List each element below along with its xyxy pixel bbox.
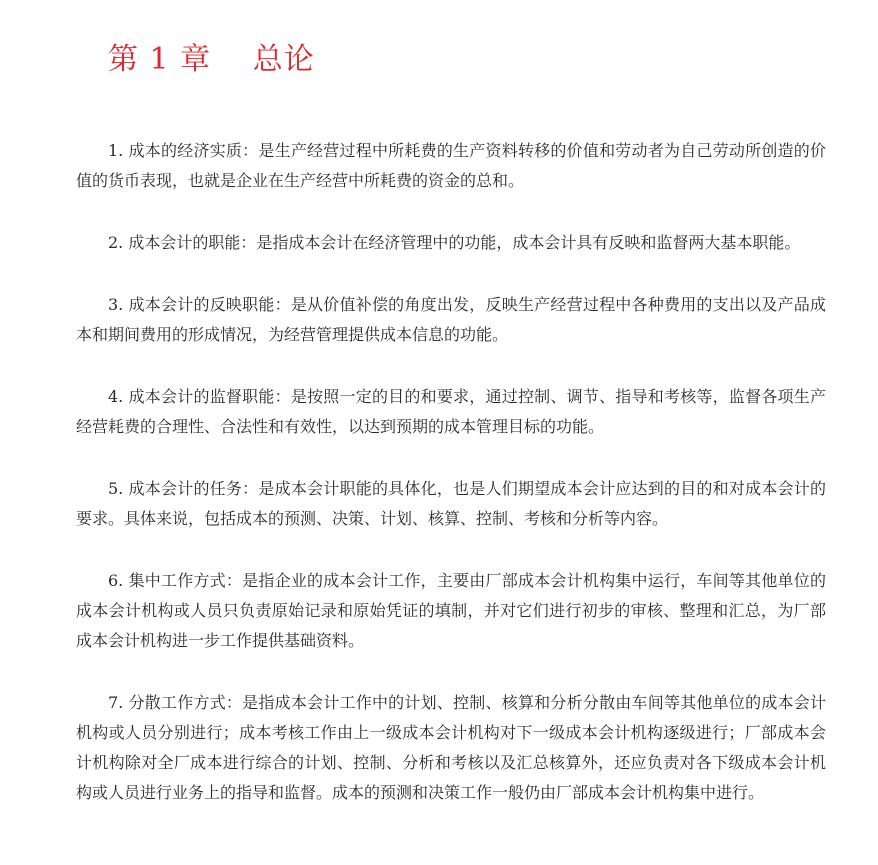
paragraph-1: 1. 成本的经济实质：是生产经营过程中所耗费的生产资料转移的价值和劳动者为自己劳动所创造的价值的货币表现，也就是企业在生产经营中所耗费的资金的总和。	[76, 141, 826, 190]
paragraph-5: 5. 成本会计的任务：是成本会计职能的具体化，也是人们期望成本会计应达到的目的和对成本会计的要求。具体来说，包括成本的预测、决策、计划、核算、控制、考核和分析等内容。	[76, 479, 826, 528]
chapter-title: 第 1 章 总论	[108, 42, 315, 77]
paragraph-2: 2. 成本会计的职能：是指成本会计在经济管理中的功能，成本会计具有反映和监督两大基本职能。	[108, 233, 801, 252]
paragraph-6: 6. 集中工作方式：是指企业的成本会计工作，主要由厂部成本会计机构集中运行，车间等其他单位的成本会计机构或人员只负责原始记录和原始凭证的填制，并对它们进行初步的审核、整理和汇总，为厂部成本会计机构进一步工作提供基础资料。	[76, 571, 826, 650]
paragraph-4: 4. 成本会计的监督职能：是按照一定的目的和要求，通过控制、调节、指导和考核等，监督各项生产经营耗费的合理性、合法性和有效性，以达到预期的成本管理目标的功能。	[76, 387, 826, 436]
paragraph-7: 7. 分散工作方式：是指成本会计工作中的计划、控制、核算和分析分散由车间等其他单位的成本会计机构或人员分别进行；成本考核工作由上一级成本会计机构对下一级成本会计机构逐级进行；厂部成本会计机构除对全厂成本进行综合的计划、控制、分析和考核以及汇总核算外，还应负责对各下级成本会计机构或人员进行业务上的指导和监督。成本的预测和决策工作一般仍由厂部成本会计机构集中进行。	[76, 693, 826, 802]
chapter-content	[76, 136, 826, 808]
paragraph-3: 3. 成本会计的反映职能：是从价值补偿的角度出发，反映生产经营过程中各种费用的支出以及产品成本和期间费用的形成情况，为经营管理提供成本信息的功能。	[76, 295, 826, 344]
